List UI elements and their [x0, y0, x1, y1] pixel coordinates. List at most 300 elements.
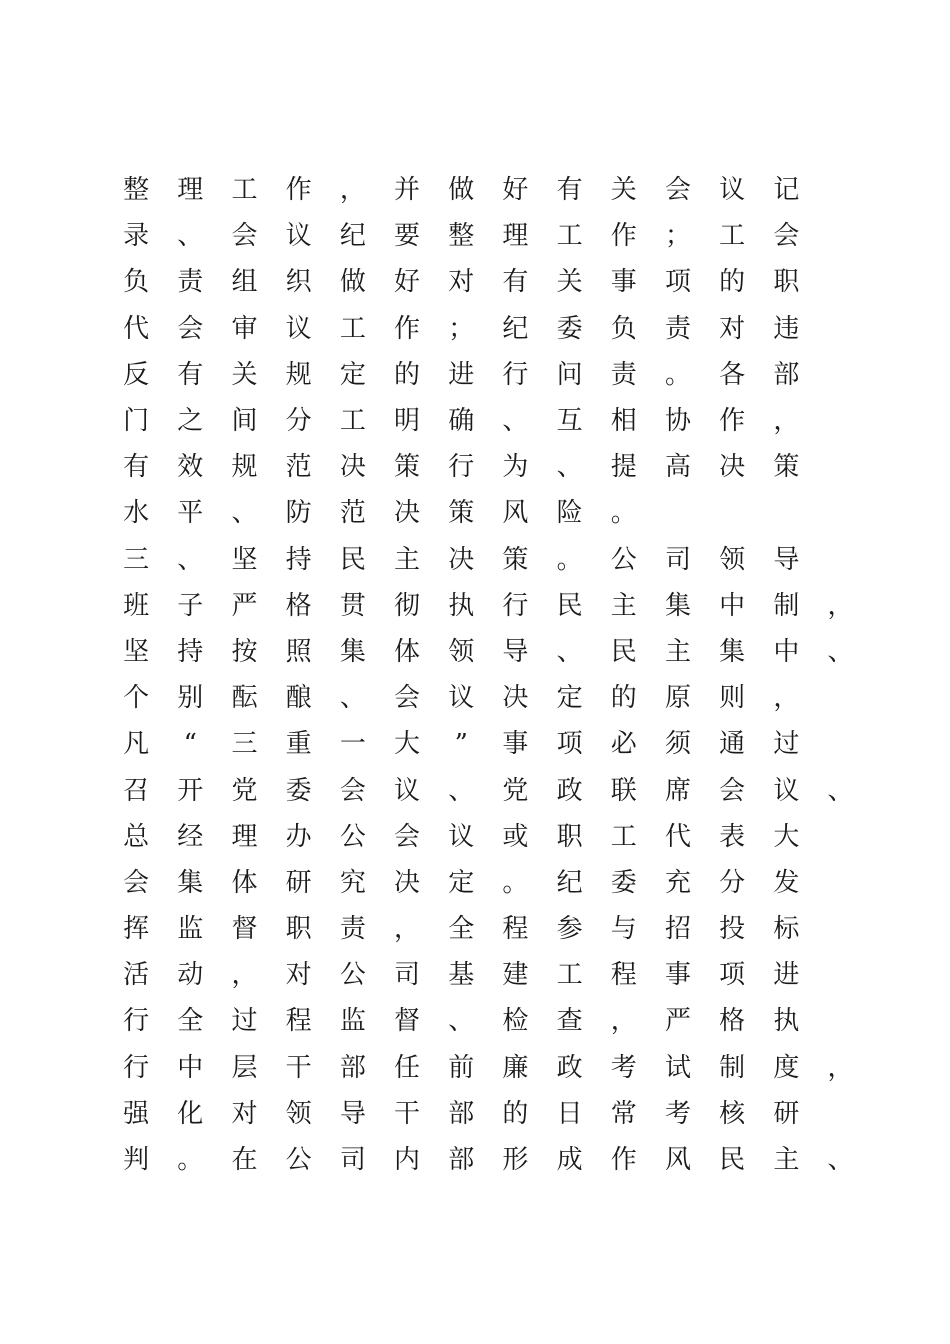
text-line [109, 167, 869, 213]
text-char: 委 [556, 313, 583, 344]
text-char: 行 [502, 359, 529, 390]
text-char: 责 [177, 267, 204, 298]
text-char: 主 [773, 1145, 800, 1176]
text-char: 对 [448, 267, 475, 298]
text-char: 防 [285, 498, 312, 529]
text-char: 导 [773, 544, 800, 575]
text-char: 作 [285, 175, 312, 206]
text-char: 凡 [123, 729, 150, 760]
text-char: 经 [177, 821, 204, 852]
text-char: 会 [231, 221, 258, 252]
text-char: 研 [285, 867, 312, 898]
text-char: 行 [448, 452, 475, 483]
text-char: 通 [719, 729, 746, 760]
text-char: 理 [502, 221, 529, 252]
text-char: 好 [394, 267, 421, 298]
text-char: 会 [719, 775, 746, 806]
text-line [109, 767, 869, 813]
text-char: 贯 [339, 590, 366, 621]
text-line [109, 1137, 869, 1183]
text-char: 建 [502, 960, 529, 991]
text-char: 政 [556, 775, 583, 806]
text-char: ， [394, 914, 421, 945]
text-char: 违 [773, 313, 800, 344]
text-char: 干 [394, 1098, 421, 1129]
text-char: 成 [556, 1145, 583, 1176]
text-char: 制 [773, 590, 800, 621]
text-char: 层 [231, 1052, 258, 1083]
text-char: “ [183, 729, 197, 760]
text-char: 为 [502, 452, 529, 483]
text-char: 或 [502, 821, 529, 852]
text-char: 挥 [123, 914, 150, 945]
text-char: 程 [285, 1006, 312, 1037]
text-char: 常 [610, 1098, 637, 1129]
text-char: 民 [610, 636, 637, 667]
text-char: 导 [502, 636, 529, 667]
text-char: 公 [285, 1145, 312, 1176]
text-char: 门 [123, 406, 150, 437]
text-char: 定 [339, 359, 366, 390]
text-char: 议 [448, 683, 475, 714]
text-char: 委 [610, 867, 637, 898]
text-char: 作 [610, 221, 637, 252]
text-char: 度 [773, 1052, 800, 1083]
text-char: 策 [394, 452, 421, 483]
text-char: 主 [610, 590, 637, 621]
text-char: 充 [664, 867, 691, 898]
text-char: 高 [664, 452, 691, 483]
text-char: 事 [610, 267, 637, 298]
text-char: 职 [556, 821, 583, 852]
text-char: 领 [448, 636, 475, 667]
text-char: 有 [502, 267, 529, 298]
text-char: 会 [394, 683, 421, 714]
text-char: 工 [719, 221, 746, 252]
text-char: 决 [502, 683, 529, 714]
text-char: 席 [664, 775, 691, 806]
text-char: ； [664, 221, 691, 252]
text-char: 部 [339, 1052, 366, 1083]
text-char: 执 [773, 1006, 800, 1037]
text-char: 好 [502, 175, 529, 206]
text-char: 、 [448, 775, 475, 806]
text-char: 规 [231, 452, 258, 483]
text-char: 、 [177, 544, 204, 575]
text-char: 职 [285, 914, 312, 945]
text-char: 、 [231, 498, 258, 529]
text-char: 风 [664, 1145, 691, 1176]
text-char: 部 [448, 1145, 475, 1176]
text-char: 考 [610, 1052, 637, 1083]
text-char: 发 [773, 867, 800, 898]
text-line [109, 213, 869, 259]
text-char: 职 [773, 267, 800, 298]
text-char: 工 [556, 221, 583, 252]
text-char: 事 [664, 960, 691, 991]
text-char: 、 [556, 452, 583, 483]
text-char: 彻 [394, 590, 421, 621]
text-char: 反 [123, 359, 150, 390]
text-char: 在 [231, 1145, 258, 1176]
text-char: 部 [448, 1098, 475, 1129]
text-char: 试 [664, 1052, 691, 1083]
text-char: 强 [123, 1098, 150, 1129]
text-char: 个 [123, 683, 150, 714]
text-line [109, 444, 869, 490]
text-char: 则 [719, 683, 746, 714]
text-char: 议 [448, 821, 475, 852]
text-char: 中 [177, 1052, 204, 1083]
text-line [109, 1091, 869, 1137]
text-char: 标 [773, 914, 800, 945]
text-char: 集 [664, 590, 691, 621]
text-char: 总 [123, 821, 150, 852]
text-char: 组 [231, 267, 258, 298]
text-line [109, 906, 869, 952]
text-char: 、 [177, 221, 204, 252]
text-char: 活 [123, 960, 150, 991]
text-char: 决 [719, 452, 746, 483]
text-line [109, 675, 869, 721]
text-char: 集 [339, 636, 366, 667]
text-char: 三 [123, 544, 150, 575]
text-char: 体 [231, 867, 258, 898]
text-char: 险 [556, 498, 583, 529]
text-char: ， [827, 590, 854, 621]
text-char: 、 [556, 636, 583, 667]
text-line [109, 306, 869, 352]
text-char: 核 [719, 1098, 746, 1129]
text-line [109, 583, 869, 629]
text-char: 格 [285, 590, 312, 621]
text-char: 司 [664, 544, 691, 575]
text-char: 酝 [231, 683, 258, 714]
text-char: 规 [285, 359, 312, 390]
text-char: 工 [556, 960, 583, 991]
text-char: 化 [177, 1098, 204, 1129]
text-char: 政 [556, 1052, 583, 1083]
text-char: 领 [285, 1098, 312, 1129]
text-char: 联 [610, 775, 637, 806]
text-char: 负 [123, 267, 150, 298]
text-char: 子 [177, 590, 204, 621]
text-char: 主 [664, 636, 691, 667]
text-char: 决 [394, 867, 421, 898]
text-char: 作 [394, 313, 421, 344]
text-char: 。 [556, 544, 583, 575]
text-char: 按 [231, 636, 258, 667]
text-char: 导 [339, 1098, 366, 1129]
text-char: 策 [448, 498, 475, 529]
text-char: 的 [610, 683, 637, 714]
text-char: 整 [123, 175, 150, 206]
text-char: 议 [394, 775, 421, 806]
text-char: 全 [448, 914, 475, 945]
text-char: 行 [123, 1052, 150, 1083]
text-char: 做 [448, 175, 475, 206]
text-char: 严 [231, 590, 258, 621]
text-char: 主 [394, 544, 421, 575]
text-char: 责 [339, 914, 366, 945]
text-char: 大 [394, 729, 421, 760]
text-char: 党 [231, 775, 258, 806]
text-char: 公 [610, 544, 637, 575]
text-char: 中 [773, 636, 800, 667]
text-char: 民 [556, 590, 583, 621]
text-char: 进 [773, 960, 800, 991]
text-char: 严 [664, 1006, 691, 1037]
text-char: 大 [773, 821, 800, 852]
text-char: 的 [502, 1098, 529, 1129]
text-char: 水 [123, 498, 150, 529]
text-char: 民 [339, 544, 366, 575]
text-char: 司 [339, 1145, 366, 1176]
text-char: 作 [719, 406, 746, 437]
text-char: 有 [177, 359, 204, 390]
text-char: 。 [177, 1145, 204, 1176]
text-char: ， [773, 683, 800, 714]
text-char: 议 [719, 175, 746, 206]
text-char: 范 [339, 498, 366, 529]
text-char: 理 [231, 821, 258, 852]
text-char: 互 [556, 406, 583, 437]
text-char: 判 [123, 1145, 150, 1176]
text-char: 对 [285, 960, 312, 991]
text-char: 程 [502, 914, 529, 945]
text-char: 会 [339, 775, 366, 806]
text-char: 、 [448, 1006, 475, 1037]
text-char: 参 [556, 914, 583, 945]
text-char: 日 [556, 1098, 583, 1129]
text-char: 间 [231, 406, 258, 437]
text-char: 督 [394, 1006, 421, 1037]
text-char: 行 [123, 1006, 150, 1037]
text-char: 党 [502, 775, 529, 806]
text-char: 表 [719, 821, 746, 852]
text-char: 与 [610, 914, 637, 945]
text-char: 分 [285, 406, 312, 437]
text-char: 平 [177, 498, 204, 529]
text-char: 决 [339, 452, 366, 483]
text-char: 风 [502, 498, 529, 529]
text-char: 领 [719, 544, 746, 575]
text-char: 进 [448, 359, 475, 390]
text-char: 、 [827, 775, 854, 806]
text-char: 必 [610, 729, 637, 760]
text-char: 事 [502, 729, 529, 760]
text-char: ， [827, 1052, 854, 1083]
text-char: 记 [773, 175, 800, 206]
text-char: 一 [339, 729, 366, 760]
text-char: 会 [177, 313, 204, 344]
text-char: 议 [285, 221, 312, 252]
text-char: 项 [664, 267, 691, 298]
text-char: 会 [123, 867, 150, 898]
text-char: 对 [719, 313, 746, 344]
text-char: ， [339, 175, 366, 206]
text-char: 公 [339, 821, 366, 852]
text-char: 重 [285, 729, 312, 760]
text-char: 要 [394, 221, 421, 252]
text-char: 研 [773, 1098, 800, 1129]
text-char: 有 [556, 175, 583, 206]
text-line [109, 629, 869, 675]
text-char: 决 [448, 544, 475, 575]
text-char: 公 [339, 960, 366, 991]
text-line [109, 721, 869, 767]
text-char: 须 [664, 729, 691, 760]
text-char: 动 [177, 960, 204, 991]
text-line [109, 1045, 869, 1091]
text-char: 检 [502, 1006, 529, 1037]
text-char: 理 [177, 175, 204, 206]
text-char: 对 [231, 1098, 258, 1129]
text-char: 定 [448, 867, 475, 898]
text-char: 提 [610, 452, 637, 483]
text-char: 全 [177, 1006, 204, 1037]
text-char: 督 [231, 914, 258, 945]
text-char: 策 [502, 544, 529, 575]
text-char: 并 [394, 175, 421, 206]
text-char: 程 [610, 960, 637, 991]
text-char: 问 [556, 359, 583, 390]
text-char: 基 [448, 960, 475, 991]
text-char: 。 [502, 867, 529, 898]
text-char: 工 [339, 313, 366, 344]
text-char: 关 [556, 267, 583, 298]
text-char: 策 [773, 452, 800, 483]
text-line [109, 537, 869, 583]
text-char: 执 [448, 590, 475, 621]
text-char: 、 [339, 683, 366, 714]
text-char: ， [231, 960, 258, 991]
text-char: 过 [773, 729, 800, 760]
text-char: 之 [177, 406, 204, 437]
text-char: 代 [123, 313, 150, 344]
text-char: 办 [285, 821, 312, 852]
text-char: 司 [394, 960, 421, 991]
text-char: 究 [339, 867, 366, 898]
text-line [109, 998, 869, 1044]
text-char: 照 [285, 636, 312, 667]
text-char: ， [610, 1006, 637, 1037]
text-char: 关 [610, 175, 637, 206]
text-char: 班 [123, 590, 150, 621]
text-char: 定 [556, 683, 583, 714]
text-line [109, 352, 869, 398]
text-char: 前 [448, 1052, 475, 1083]
text-char: 确 [448, 406, 475, 437]
text-char: 、 [827, 636, 854, 667]
text-line [109, 860, 869, 906]
body-text [109, 167, 869, 1183]
text-char: 会 [394, 821, 421, 852]
text-char: 干 [285, 1052, 312, 1083]
text-char: 议 [285, 313, 312, 344]
text-char: 的 [394, 359, 421, 390]
text-char: 开 [177, 775, 204, 806]
text-char: 纪 [339, 221, 366, 252]
text-line [109, 398, 869, 444]
text-char: 会 [773, 221, 800, 252]
text-char: 相 [610, 406, 637, 437]
text-char: 有 [123, 452, 150, 483]
text-char: 纪 [556, 867, 583, 898]
text-char: 。 [664, 359, 691, 390]
text-char: ； [448, 313, 475, 344]
text-char: 廉 [502, 1052, 529, 1083]
text-char: 部 [773, 359, 800, 390]
text-char: ” [454, 729, 468, 760]
text-char: 责 [664, 313, 691, 344]
text-char: 委 [285, 775, 312, 806]
text-char: 持 [285, 544, 312, 575]
text-char: 工 [610, 821, 637, 852]
text-char: 任 [394, 1052, 421, 1083]
text-char: 、 [827, 1145, 854, 1176]
text-char: 各 [719, 359, 746, 390]
text-char: 议 [773, 775, 800, 806]
text-char: 负 [610, 313, 637, 344]
text-char: 行 [502, 590, 529, 621]
text-char: 集 [719, 636, 746, 667]
text-line [109, 814, 869, 860]
text-char: 集 [177, 867, 204, 898]
text-char: 会 [664, 175, 691, 206]
text-char: 查 [556, 1006, 583, 1037]
text-line [109, 952, 869, 998]
text-char: 效 [177, 452, 204, 483]
text-char: ， [773, 406, 800, 437]
text-char: 原 [664, 683, 691, 714]
text-char: 的 [719, 267, 746, 298]
text-char: 代 [664, 821, 691, 852]
text-char: 监 [339, 1006, 366, 1037]
text-char: 考 [664, 1098, 691, 1129]
text-char: 项 [556, 729, 583, 760]
text-char: 决 [394, 498, 421, 529]
text-char: 协 [664, 406, 691, 437]
text-char: 内 [394, 1145, 421, 1176]
text-char: 坚 [231, 544, 258, 575]
text-char: 中 [719, 590, 746, 621]
text-char: 明 [394, 406, 421, 437]
text-char: 持 [177, 636, 204, 667]
text-char: 监 [177, 914, 204, 945]
text-char: 织 [285, 267, 312, 298]
text-char: 格 [719, 1006, 746, 1037]
text-char: 关 [231, 359, 258, 390]
text-char: 三 [231, 729, 258, 760]
text-char: 民 [719, 1145, 746, 1176]
text-char: 坚 [123, 636, 150, 667]
text-char: 作 [610, 1145, 637, 1176]
text-char: 做 [339, 267, 366, 298]
text-char: 分 [719, 867, 746, 898]
text-char: 项 [719, 960, 746, 991]
text-char: 范 [285, 452, 312, 483]
text-char: 酿 [285, 683, 312, 714]
text-char: 录 [123, 221, 150, 252]
text-char: 召 [123, 775, 150, 806]
text-char: 体 [394, 636, 421, 667]
text-char: 工 [339, 406, 366, 437]
text-char: 投 [719, 914, 746, 945]
text-line [109, 259, 869, 305]
text-char: 、 [502, 406, 529, 437]
text-char: 形 [502, 1145, 529, 1176]
